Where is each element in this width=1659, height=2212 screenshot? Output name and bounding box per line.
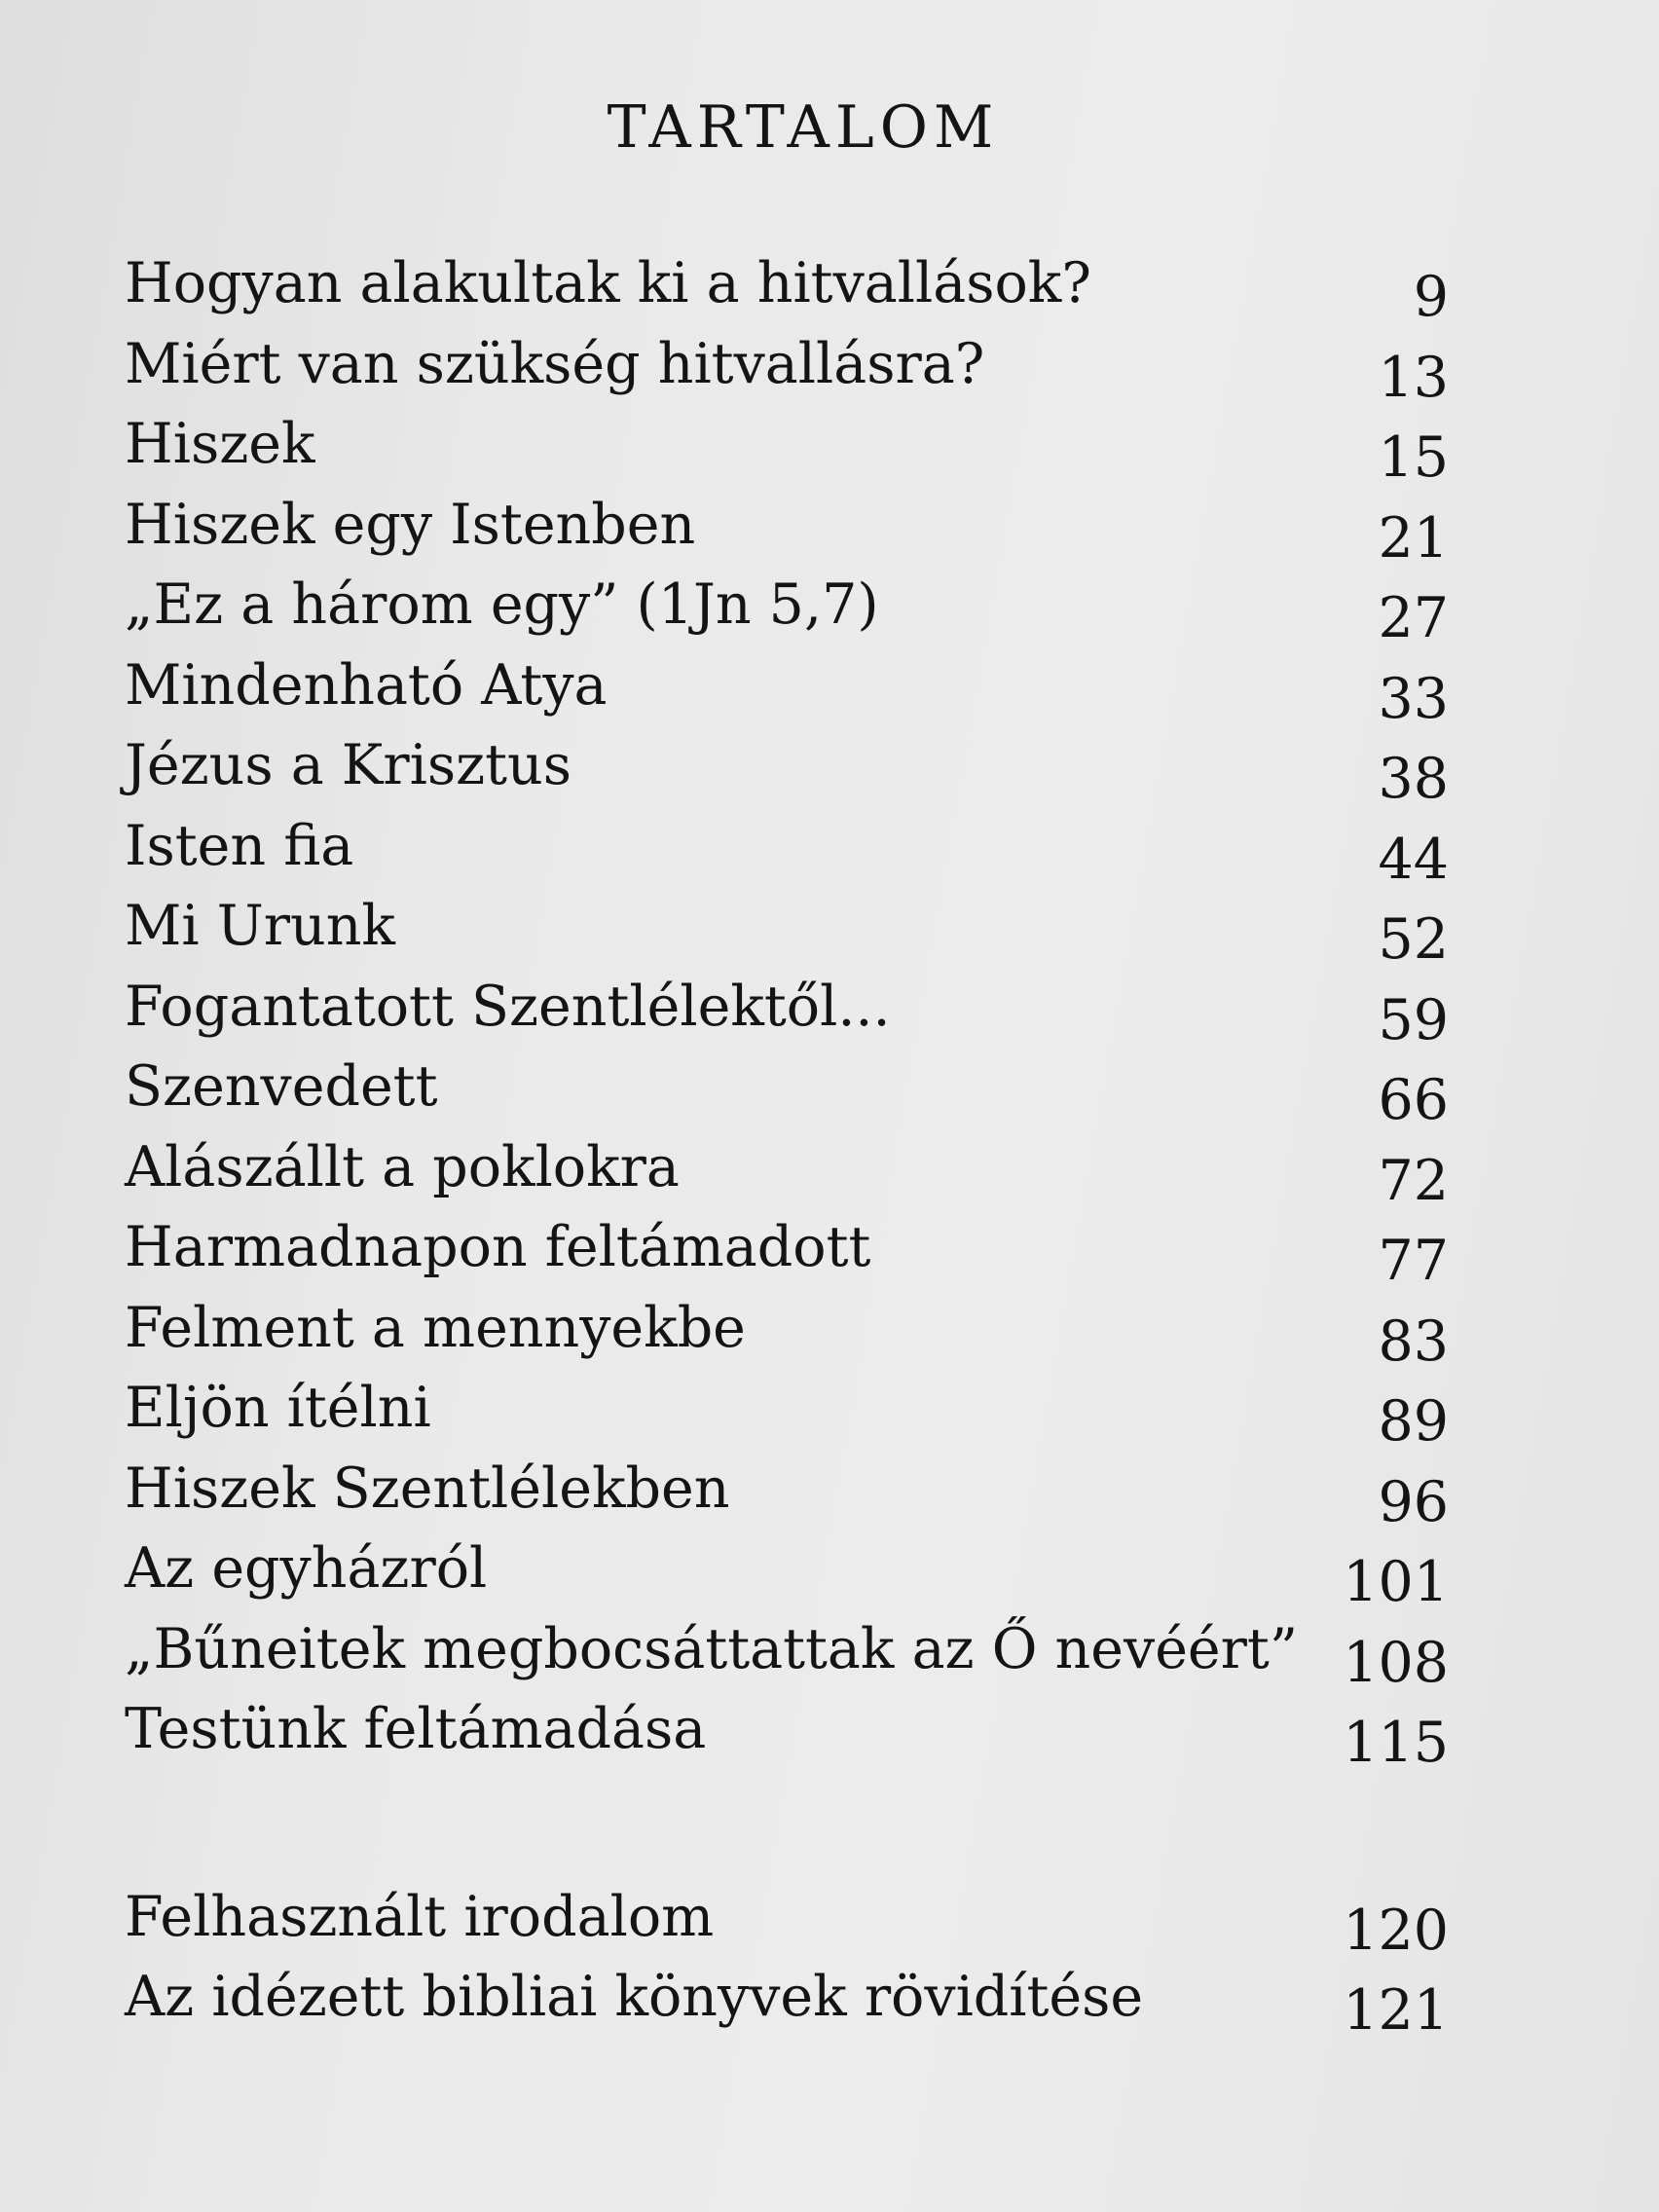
toc-entry-page-number: 120 (1343, 1898, 1449, 1963)
toc-entry-title: Hiszek (125, 412, 315, 476)
toc-entry-title: Az egyházról (125, 1536, 488, 1601)
toc-entry-title: Eljön ítélni (125, 1376, 431, 1440)
toc-entry-page-number: 21 (1378, 505, 1449, 571)
toc-entry-title: Az idézett bibliai könyvek rövidítése (125, 1965, 1144, 2029)
toc-entry-page-number: 66 (1378, 1068, 1449, 1132)
toc-entry-page-number: 13 (1378, 345, 1449, 410)
toc-entry-page-number: 121 (1343, 1978, 1449, 2043)
toc-entry-page-number: 27 (1378, 586, 1449, 650)
toc-entry-title: Harmadnapon feltámadott (125, 1215, 871, 1279)
toc-entry-title: Alászállt a poklokra (125, 1134, 680, 1199)
toc-entry-title: Testünk feltámadása (125, 1697, 707, 1761)
toc-entry (125, 565, 1449, 650)
table-of-contents (125, 243, 1449, 2043)
toc-entry (125, 1609, 1449, 1695)
page-title: TARTALOM (607, 93, 1000, 162)
toc-entry (125, 1689, 1449, 1775)
toc-entry-page-number: 15 (1378, 425, 1449, 490)
toc-entry-title: Hiszek Szentlélekben (125, 1456, 730, 1521)
toc-entry (125, 967, 1449, 1052)
toc-entry (125, 1368, 1449, 1454)
toc-entry-title: Jézus a Krisztus (125, 733, 572, 797)
toc-entry-title: „Ez a három egy” (1Jn 5,7) (125, 572, 879, 637)
toc-entry (125, 645, 1449, 731)
toc-entry (125, 243, 1449, 329)
toc-entry-title: Fogantatott Szentlélektől... (125, 974, 891, 1039)
toc-entry-page-number: 83 (1378, 1309, 1449, 1374)
toc-entry-page-number: 96 (1378, 1469, 1449, 1534)
toc-entry-page-number: 89 (1378, 1389, 1449, 1454)
toc-entry-title: Felhasznált irodalom (125, 1884, 715, 1949)
toc-entry-page-number: 59 (1378, 987, 1449, 1052)
toc-entry (125, 1288, 1449, 1374)
toc-entry (125, 485, 1449, 571)
toc-entry-page-number: 101 (1343, 1550, 1449, 1614)
toc-entry-page-number: 38 (1378, 747, 1449, 811)
toc-entry (125, 1449, 1449, 1534)
toc-entry-page-number: 52 (1378, 907, 1449, 972)
toc-entry-title: Mi Urunk (125, 894, 395, 958)
toc-entry-title: Isten fia (125, 813, 354, 878)
toc-entry-title: Szenvedett (125, 1054, 438, 1119)
toc-entry (125, 1207, 1449, 1293)
toc-entry-page-number: 108 (1343, 1630, 1449, 1695)
toc-entry-page-number: 44 (1378, 827, 1449, 892)
toc-entry-page-number: 33 (1378, 666, 1449, 731)
toc-entry-page-number: 115 (1343, 1711, 1449, 1775)
toc-entry (125, 725, 1449, 811)
toc-entry (125, 806, 1449, 892)
toc-entry-page-number: 77 (1378, 1229, 1449, 1293)
toc-appendix-entry (125, 1877, 1449, 1963)
toc-appendix-entry (125, 1957, 1449, 2043)
toc-entry-title: Hogyan alakultak ki a hitvallások? (125, 251, 1091, 315)
toc-entry-page-number: 9 (1413, 265, 1449, 329)
toc-entry (125, 1047, 1449, 1132)
toc-entry-title: Miért van szükség hitvallásra? (125, 331, 985, 396)
toc-entry-page-number: 72 (1378, 1148, 1449, 1213)
toc-entry (125, 1529, 1449, 1614)
toc-entry (125, 886, 1449, 972)
toc-entry-title: Mindenható Atya (125, 652, 608, 718)
toc-entry (125, 404, 1449, 490)
toc-entry-title: Hiszek egy Istenben (125, 492, 696, 557)
toc-entry (125, 324, 1449, 410)
toc-entry-title: „Bűneitek megbocsáttattak az Ő nevéért” (125, 1616, 1298, 1681)
toc-entry-title: Felment a mennyekbe (125, 1295, 746, 1360)
toc-entry (125, 1127, 1449, 1213)
